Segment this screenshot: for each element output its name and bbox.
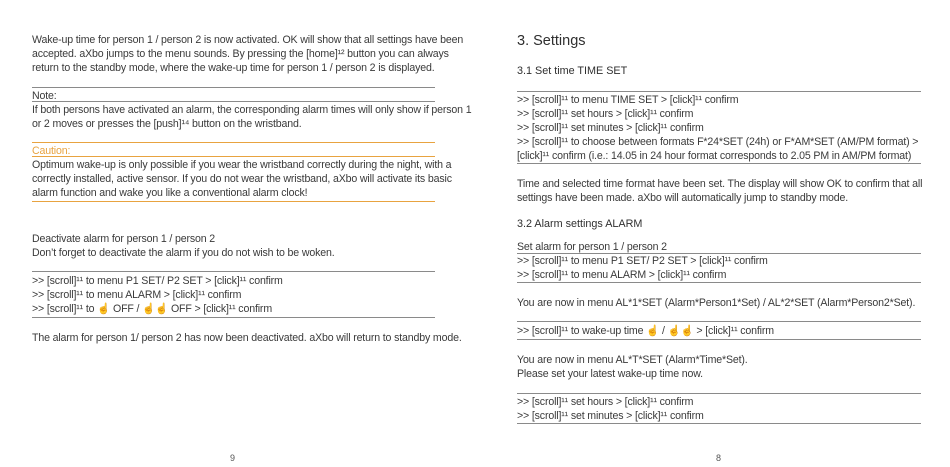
intro-line: accepted. aXbo jumps to the menu sounds. By pressing the [home]¹² button you can always [32, 48, 449, 60]
left-page [32, 0, 472, 467]
step-line: >> [scroll]¹¹ to menu P1 SET/ P2 SET > [click]¹¹ confirm [32, 275, 283, 287]
intro-line: Wake-up time for person 1 / person 2 is now activated. OK will show that all settings have been [32, 34, 464, 46]
divider [517, 423, 921, 424]
note-label: Note: [32, 90, 57, 102]
divider [32, 87, 435, 88]
subsection-title-time: 3.1 Set time TIME SET [517, 65, 628, 77]
divider-orange [32, 201, 435, 202]
subsection-title-alarm: 3.2 Alarm settings ALARM [517, 218, 643, 230]
deactivate-heading: Deactivate alarm for person 1 / person 2 [32, 233, 216, 245]
divider [517, 282, 921, 283]
caution-line: correctly installed, active sensor. If you do not wear the wristband, aXbo will activate its basic [32, 173, 452, 185]
step-line: >> [scroll]¹¹ to wake-up time ☝ / ☝☝ > [click]¹¹ confirm [517, 325, 774, 337]
step-line: >> [scroll]¹¹ set minutes > [click]¹¹ confirm [517, 122, 704, 134]
step-line: >> [scroll]¹¹ to menu P1 SET/ P2 SET > [click]¹¹ confirm [517, 255, 768, 267]
step-line: >> [scroll]¹¹ to menu ALARM > [click]¹¹ confirm [517, 269, 727, 281]
divider [517, 393, 921, 394]
divider-orange [32, 156, 435, 157]
note-line: or 2 moves or presses the [push]¹⁴ button on the wristband. [32, 118, 302, 130]
divider [517, 321, 921, 322]
caution-line: Optimum wake-up is only possible if you wear the wristband correctly during the night, with a [32, 159, 452, 171]
divider [517, 163, 921, 164]
divider [32, 271, 435, 272]
divider [32, 101, 435, 102]
caution-line: alarm function and wake you like a conventional alarm clock! [32, 187, 308, 199]
step-line: >> [scroll]¹¹ set minutes > [click]¹¹ confirm [517, 410, 704, 422]
divider [517, 91, 921, 92]
caution-label: Caution: [32, 145, 71, 157]
divider [32, 317, 435, 318]
divider [517, 339, 921, 340]
page-number: 8 [716, 453, 722, 463]
deactivate-text: Don’t forget to deactivate the alarm if you do not wish to be woken. [32, 247, 335, 259]
time-menu-line: Please set your latest wake-up time now. [517, 368, 703, 380]
alarm-heading: Set alarm for person 1 / person 2 [517, 241, 667, 253]
outro-text: The alarm for person 1/ person 2 has now been deactivated. aXbo will return to standby mode. [32, 332, 462, 344]
step-line: >> [scroll]¹¹ to menu TIME SET > [click]¹¹ confirm [517, 94, 739, 106]
step-line: >> [scroll]¹¹ set hours > [click]¹¹ confirm [517, 396, 694, 408]
note-line: If both persons have activated an alarm, the corresponding alarm times will only show if person 1 [32, 104, 472, 116]
step-line: >> [scroll]¹¹ to choose between formats F*24*SET (24h) or F*AM*SET (AM/PM format) > [517, 136, 919, 148]
step-line: >> [scroll]¹¹ to menu ALARM > [click]¹¹ confirm [32, 289, 242, 301]
time-menu-line: You are now in menu AL*T*SET (Alarm*Time*Set). [517, 354, 748, 366]
divider-orange [32, 142, 435, 143]
intro-line: return to the standby mode, where the wake-up time for person 1 / person 2 is displayed. [32, 62, 435, 74]
section-title: 3. Settings [517, 33, 586, 49]
time-result-line: settings have been made. aXbo will automatically jump to standby mode. [517, 192, 849, 204]
step-line: >> [scroll]¹¹ set hours > [click]¹¹ confirm [517, 108, 694, 120]
alarm-menu-text: You are now in menu AL*1*SET (Alarm*Person1*Set) / AL*2*SET (Alarm*Person2*Set). [517, 297, 916, 309]
step-line: >> [scroll]¹¹ to ☝ OFF / ☝☝ OFF > [click]¹¹ confirm [32, 303, 272, 315]
time-result-line: Time and selected time format have been set. The display will show OK to confirm that all [517, 178, 923, 190]
right-page [517, 0, 921, 467]
step-line: [click]¹¹ confirm (i.e.: 14.05 in 24 hour format corresponds to 2.05 PM in AM/PM format) [517, 150, 912, 162]
page-number: 9 [230, 453, 236, 463]
